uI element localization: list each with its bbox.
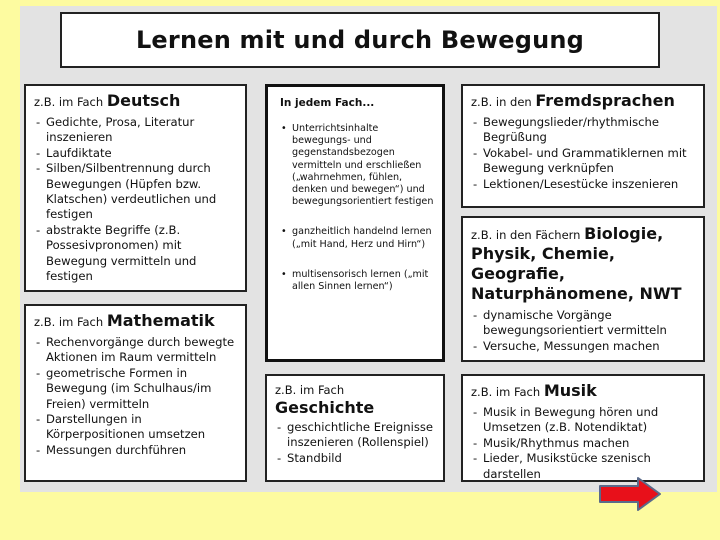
deutsch-list bbox=[34, 115, 239, 284]
list-item: - geschichtliche Ereignisse inszenieren (Rollenspiel) bbox=[275, 420, 437, 451]
list-item: - Rechenvorgänge durch bewegte Aktionen im Raum vermitteln bbox=[34, 335, 239, 366]
list-item: - Silben/Silbentrennung durch Bewegungen (Hüpfen bzw. Klatschen) verdeutlichen und festigen bbox=[34, 161, 239, 223]
page-title: Lernen mit und durch Bewegung bbox=[135, 26, 585, 54]
card-musik-heading: z.B. im Fach Musik bbox=[471, 381, 597, 400]
center-list bbox=[280, 123, 434, 293]
card-deutsch-heading: z.B. im Fach Deutsch bbox=[34, 91, 181, 110]
list-item: - Messungen durchführen bbox=[34, 443, 239, 458]
right-arrow-icon[interactable] bbox=[598, 477, 662, 511]
list-item: - Musik in Bewegung hören und Umsetzen (z.B. Notendiktat) bbox=[471, 405, 697, 436]
fremdsprachen-list bbox=[471, 115, 697, 192]
list-item: - Versuche, Messungen machen bbox=[471, 339, 697, 354]
slide-sheet bbox=[20, 6, 717, 492]
card-naturwissenschaften-heading: z.B. in den Fächern Biologie, Physik, Chemie, Geografie, Naturphänomene, NWT bbox=[471, 224, 682, 303]
list-item: • ganzheitlich handelnd lernen („mit Hand, Herz und Hirn“) bbox=[280, 226, 434, 250]
list-item: - Vokabel- und Grammatiklernen mit Bewegung verknüpfen bbox=[471, 146, 697, 177]
list-item: - Laufdiktate bbox=[34, 146, 239, 161]
list-item: - abstrakte Begriffe (z.B. Possesivpronomen) mit Bewegung vermitteln und festigen bbox=[34, 223, 239, 285]
musik-list bbox=[471, 405, 697, 482]
list-item: • Unterrichtsinhalte bewegungs- und gegenstandsbezogen vermitteln und erschließen („wahrnehmen, fühlen, denken und bewegen“) und bewegungsorientiert festigen bbox=[280, 123, 434, 208]
subject-naturwissenschaften: Biologie, Physik, Chemie, Geografie, Naturphänomene, NWT bbox=[471, 224, 682, 303]
list-item: - Musik/Rhythmus machen bbox=[471, 436, 697, 451]
geschichte-list bbox=[275, 420, 437, 466]
card-mathematik bbox=[24, 304, 247, 482]
list-item: - Lieder, Musikstücke szenisch darstellen bbox=[471, 451, 697, 482]
center-title: In jedem Fach... bbox=[280, 97, 375, 109]
list-item: - geometrische Formen in Bewegung (im Schulhaus/im Freien) vermitteln bbox=[34, 366, 239, 412]
subject-deutsch: Deutsch bbox=[106, 91, 181, 110]
naturwissenschaften-list bbox=[471, 308, 697, 354]
list-item: - Darstellungen in Körperpositionen umsetzen bbox=[34, 412, 239, 443]
card-fremdsprachen bbox=[461, 84, 705, 208]
list-item: - Standbild bbox=[275, 451, 437, 466]
title-box bbox=[60, 12, 660, 68]
subject-mathematik: Mathematik bbox=[106, 311, 215, 330]
card-mathematik-heading: z.B. im Fach Mathematik bbox=[34, 311, 215, 330]
mathematik-list bbox=[34, 335, 239, 458]
card-fremdsprachen-heading: z.B. in den Fremdsprachen bbox=[471, 91, 675, 110]
card-in-jedem-fach bbox=[265, 84, 445, 362]
list-item: - Gedichte, Prosa, Literatur inszenieren bbox=[34, 115, 239, 146]
subject-musik: Musik bbox=[543, 381, 597, 400]
card-deutsch bbox=[24, 84, 247, 292]
subject-geschichte: Geschichte bbox=[275, 398, 375, 417]
list-item: • multisensorisch lernen („mit allen Sinnen lernen“) bbox=[280, 269, 434, 293]
list-item: - dynamische Vorgänge bewegungsorientiert vermitteln bbox=[471, 308, 697, 339]
subject-fremdsprachen: Fremdsprachen bbox=[535, 91, 675, 110]
card-naturwissenschaften bbox=[461, 216, 705, 362]
card-geschichte-heading: z.B. im Fach Geschichte bbox=[275, 382, 437, 416]
card-geschichte bbox=[265, 374, 445, 482]
list-item: - Lektionen/Lesestücke inszenieren bbox=[471, 177, 697, 192]
list-item: - Bewegungslieder/rhythmische Begrüßung bbox=[471, 115, 697, 146]
card-musik bbox=[461, 374, 705, 482]
